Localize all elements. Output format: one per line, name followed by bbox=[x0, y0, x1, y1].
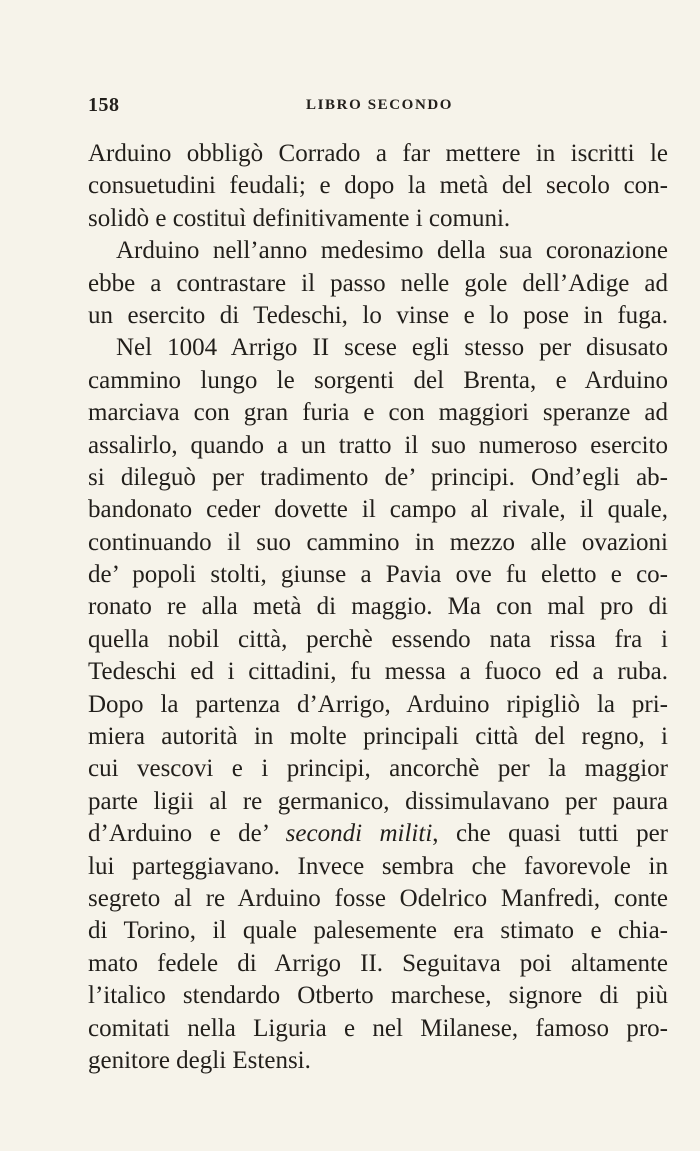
text-line: Arduino obbligò Corrado a far mettere in iscritti le bbox=[88, 140, 668, 167]
text-line: ronato re alla metà di maggio. Ma con mal pro di bbox=[88, 593, 668, 621]
italic-phrase: secondi militi bbox=[285, 820, 433, 848]
text-line: quella nobil città, perchè essendo nata rissa fra i bbox=[88, 625, 668, 653]
text-line: assalirlo, quando a un tratto il suo numeroso esercito bbox=[88, 431, 668, 459]
text-line: cui vescovi e i principi, ancorchè per la maggior bbox=[88, 755, 668, 783]
text-line: de’ popoli stolti, giunse a Pavia ove fu eletto e co- bbox=[88, 561, 668, 589]
text-line: cammino lungo le sorgenti del Brenta, e Arduino bbox=[88, 366, 668, 394]
text-line: consuetudini feudali; e dopo la metà del secolo con- bbox=[88, 172, 668, 200]
text-run: d’Arduino e de’ bbox=[88, 820, 286, 848]
text-line: mato fedele di Arrigo II. Seguitava poi altamente bbox=[88, 949, 668, 977]
paragraph-first-line: Nel 1004 Arrigo II scese egli stesso per disusato bbox=[116, 334, 668, 362]
text-line: si dileguò per tradimento de’ principi. Ond’egli ab- bbox=[88, 463, 668, 491]
page-header bbox=[88, 94, 668, 120]
paragraph-first-line: Arduino nell’anno medesimo della sua coronazione bbox=[116, 237, 668, 265]
text-line-with-italic bbox=[88, 818, 668, 850]
body-text bbox=[88, 138, 668, 1077]
text-line: ebbe a contrastare il passo nelle gole dell’Adige ad bbox=[88, 269, 668, 297]
text-run: , che quasi tutti per bbox=[432, 820, 668, 848]
text-line: l’italico stendardo Otberto marchese, signore di più bbox=[88, 982, 668, 1010]
text-line: miera autorità in molte principali città del regno, i bbox=[88, 723, 668, 751]
text-line: solidò e costituì definitivamente i comuni. bbox=[88, 204, 511, 232]
text-line: segreto al re Arduino fosse Odelrico Manfredi, conte bbox=[88, 884, 668, 912]
text-line: parte ligii al re germanico, dissimulavano per paura bbox=[88, 787, 668, 815]
text-line: di Torino, il quale palesemente era stimato e chia- bbox=[88, 917, 668, 945]
text-line: Tedeschi ed i cittadini, fu messa a fuoco ed a ruba. bbox=[88, 658, 668, 686]
text-line: comitati nella Liguria e nel Milanese, famoso pro- bbox=[88, 1014, 668, 1042]
text-line: un esercito di Tedeschi, lo vinse e lo pose in fuga. bbox=[88, 301, 668, 329]
text-line: genitore degli Estensi. bbox=[88, 1046, 311, 1074]
text-line: marciava con gran furia e con maggiori speranze ad bbox=[88, 399, 668, 427]
text-line: lui parteggiavano. Invece sembra che favorevole in bbox=[88, 852, 668, 880]
text-line: Dopo la partenza d’Arrigo, Arduino ripigliò la pri- bbox=[88, 690, 668, 718]
page-number: 158 bbox=[88, 94, 120, 116]
text-line: continuando il suo cammino in mezzo alle ovazioni bbox=[88, 528, 668, 556]
running-head: LIBRO SECONDO bbox=[306, 97, 454, 113]
text-line: bandonato ceder dovette il campo al rivale, il quale, bbox=[88, 496, 668, 524]
